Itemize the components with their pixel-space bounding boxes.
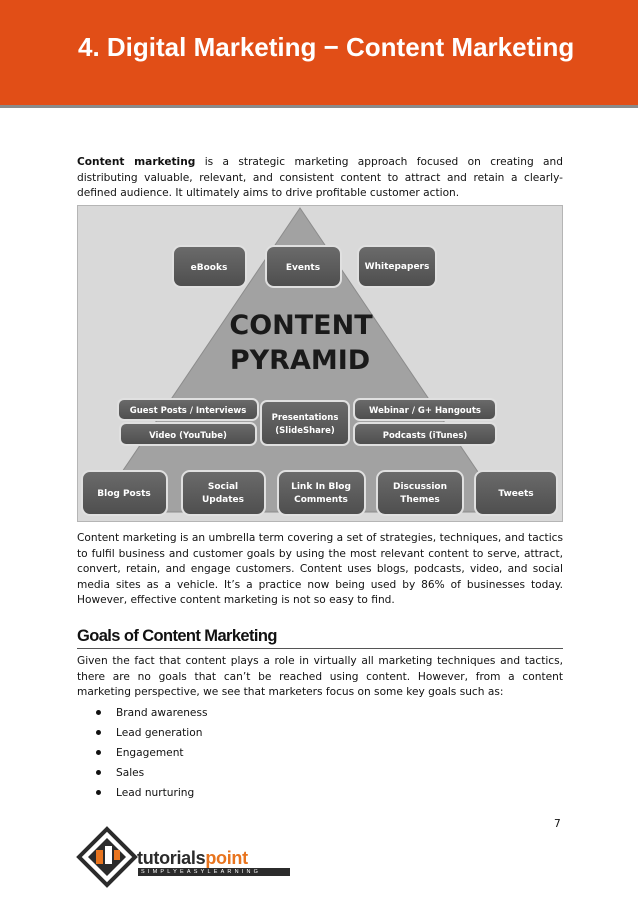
bullet-icon	[96, 790, 101, 795]
svg-text:Guest Posts / Interviews: Guest Posts / Interviews	[129, 406, 247, 416]
svg-text:Social: Social	[207, 482, 239, 492]
tutorialspoint-logo	[76, 826, 296, 888]
svg-text:(SlideShare): (SlideShare)	[275, 426, 335, 436]
content-pyramid-graphic	[78, 206, 562, 521]
logo-wordmark: tutorialspoint	[137, 848, 248, 868]
logo-tagline: SIMPLYEASYLEARNING	[138, 868, 290, 876]
pyramid-item-discussion-themes	[377, 471, 463, 515]
svg-text:Podcasts (iTunes): Podcasts (iTunes)	[382, 431, 468, 441]
list-item: Brand awareness	[96, 706, 207, 726]
list-item: Engagement	[96, 746, 207, 766]
pyramid-item-tweets	[475, 471, 557, 515]
pyramid-item-video	[120, 423, 256, 445]
page-number: 7	[554, 818, 561, 830]
pyramid-item-presentations	[261, 401, 349, 445]
svg-text:Comments: Comments	[294, 495, 348, 505]
body-paragraph: Content marketing is an umbrella term covering a set of strategies, techniques, and tactics to fulfil business and customer goals by using the most relevant content to serve, attract, convert, retain, and engage customers. Content uses blogs, podcasts, video, and social media sites as a vehicle. It’s a practice now being used by 86% of businesses today. However, effective content marketing is not so easy to find.	[77, 532, 563, 606]
intro-paragraph	[77, 155, 563, 202]
section-heading: Goals of Content Marketing	[77, 627, 277, 645]
chapter-header-band	[0, 0, 638, 108]
svg-text:Tweets: Tweets	[498, 489, 534, 499]
pyramid-item-social-updates	[182, 471, 265, 515]
bullet-icon	[96, 750, 101, 755]
goals-intro-paragraph: Given the fact that content plays a role in virtually all marketing techniques and tactics, there are no goals that can’t be reached using content. However, from a content marketing perspective, we see that marketers focus on some key goals such as:	[77, 655, 563, 698]
svg-text:Video (YouTube): Video (YouTube)	[149, 431, 227, 441]
pyramid-item-blog-posts	[82, 471, 167, 515]
svg-text:Updates: Updates	[201, 495, 245, 505]
svg-text:Blog Posts: Blog Posts	[97, 489, 151, 499]
chapter-title: 4. Digital Marketing − Content Marketing	[78, 32, 575, 62]
bullet-icon	[96, 770, 101, 775]
svg-text:Themes: Themes	[400, 495, 440, 505]
logo-emblem-icon	[76, 826, 138, 888]
pyramid-item-link-in-blog	[278, 471, 365, 515]
svg-text:Webinar / G+ Hangouts: Webinar / G+ Hangouts	[369, 406, 481, 416]
svg-text:Presentations: Presentations	[271, 413, 339, 423]
pyramid-title-line2: PYRAMID	[229, 345, 371, 376]
svg-text:Events: Events	[285, 263, 321, 273]
pyramid-item-webinar	[354, 399, 496, 420]
bullet-icon	[96, 710, 101, 715]
goals-list	[96, 706, 207, 806]
pyramid-item-events	[266, 246, 341, 287]
svg-text:Discussion: Discussion	[392, 482, 448, 492]
pyramid-title-line1: CONTENT	[229, 310, 373, 341]
svg-text:Whitepapers: Whitepapers	[364, 262, 430, 272]
list-item: Lead generation	[96, 726, 207, 746]
section-heading-rule	[77, 648, 563, 649]
list-item: Sales	[96, 766, 207, 786]
pyramid-item-guest-posts	[118, 399, 258, 420]
intro-text: is a strategic marketing approach focused on creating and distributing valuable, relevant, and consistent content to attract and retain a clearly-defined audience. It ultimately aims to drive profitable customer action.	[77, 156, 563, 199]
bullet-icon	[96, 730, 101, 735]
svg-text:Link In Blog: Link In Blog	[291, 482, 351, 492]
pyramid-item-podcasts	[354, 423, 496, 445]
pyramid-item-ebooks	[173, 246, 246, 287]
content-pyramid-figure	[77, 205, 563, 522]
svg-text:eBooks: eBooks	[190, 263, 228, 273]
intro-term: Content marketing	[77, 156, 196, 168]
list-item: Lead nurturing	[96, 786, 207, 806]
pyramid-item-whitepapers	[358, 246, 436, 287]
